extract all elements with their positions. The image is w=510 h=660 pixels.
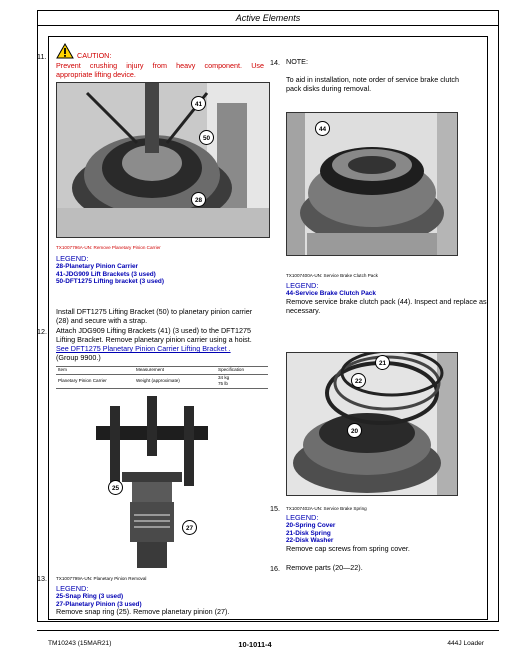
step-15-body: Remove cap screws from spring cover.: [286, 544, 410, 553]
callout-21: 21: [375, 355, 390, 370]
step-11-number: 11.: [37, 52, 47, 61]
step-13-body: Remove snap ring (25). Remove planetary pinion (27).: [56, 607, 230, 616]
callout-22: 22: [351, 373, 366, 388]
planetary-carrier-photo: [56, 82, 270, 238]
step-12-number: 12.: [37, 327, 47, 336]
spec-header-specification: Specification: [218, 367, 245, 372]
step-12-line-2: Lifting Bracket. Remove planetary pinion carrier using a hoist.: [56, 335, 252, 344]
spec-table-bottom-rule: [56, 388, 268, 389]
step-14-figure-caption: TX1007400A-UN: Service Brake Clutch Pack: [286, 273, 378, 278]
caution-label: CAUTION:: [77, 51, 112, 60]
legend-item: 28-Planetary Pinion Carrier: [56, 263, 139, 270]
step-13-figure-caption: TX1007799A-UN: Planetary Pinion Removal: [56, 576, 147, 581]
legend-item: 50-DFT1275 Lifting bracket (3 used): [56, 278, 164, 286]
note-label: NOTE:: [286, 57, 308, 66]
step-14-body-line-2: necessary.: [286, 306, 321, 315]
legend-item: 22-Disk Washer: [286, 537, 334, 545]
clutch-pack-photo: [286, 112, 458, 256]
step-15-number: 15.: [270, 504, 280, 513]
step-15-legend-title: LEGEND:: [286, 513, 319, 522]
spec-row-kg: 34 kg: [218, 375, 230, 380]
step-12-line-1: Attach JDG909 Lifting Brackets (41) (3 used) to the DFT1275: [56, 326, 251, 335]
callout-28: 28: [191, 192, 206, 207]
step-13-number: 13.: [37, 574, 47, 583]
lifting-bracket-link[interactable]: See DFT1275 Planetary Pinion Carrier Lifting Bracket .: [56, 344, 231, 353]
step-11-figure-caption: TX1007796A-UN: Remove Planetary Pinion Carrier: [56, 245, 161, 250]
callout-41: 41: [191, 96, 206, 111]
step-15-legend: [286, 522, 335, 545]
step-15-figure-caption: TX1007402A-UN: Service Brake Spring: [286, 506, 367, 511]
callout-44: 44: [315, 121, 330, 136]
legend-item: 41-JDG909 Lift Brackets (3 used): [56, 270, 156, 278]
legend-item: 20-Spring Cover: [286, 522, 336, 529]
footer-tm-number: TM10243 (15MAR21): [48, 640, 112, 647]
spec-row-item: Planetary Pinion Carrier: [58, 378, 107, 383]
step-16-number: 16.: [270, 564, 280, 573]
callout-50: 50: [199, 130, 214, 145]
step-16-body: Remove parts (20—22).: [286, 563, 363, 572]
caution-text-line-1: Prevent crushing injury from heavy component. Use: [56, 61, 264, 70]
step-13-legend-title: LEGEND:: [56, 584, 89, 593]
footer-page-number: 10-1011-4: [238, 640, 272, 649]
planetary-pinion-photo: [82, 396, 222, 568]
legend-item: 27-Planetary Pinion (3 used): [56, 600, 142, 608]
footer-rule: [37, 630, 499, 631]
callout-25: 25: [108, 480, 123, 495]
legend-item: 25-Snap Ring (3 used): [56, 593, 124, 600]
step-14-number: 14.: [270, 58, 280, 67]
spec-row-measurement: Weight (approximate): [136, 378, 180, 383]
step-14-note-line-2: pack disks during removal.: [286, 84, 372, 93]
step-11-body-line-2: (28) and secure with a strap.: [56, 316, 148, 325]
step-11-body-line-1: Install DFT1275 Lifting Bracket (50) to planetary pinion carrier: [56, 307, 253, 316]
step-13-legend: [56, 593, 142, 608]
page-header: Active Elements: [38, 11, 498, 26]
legend-item: 21-Disk Spring: [286, 529, 331, 537]
callout-20: 20: [347, 423, 362, 438]
spec-table-header-rule: [56, 374, 268, 375]
spec-row-lb: 75 lb: [218, 381, 228, 386]
legend-item: 44-Service Brake Clutch Pack: [286, 290, 376, 297]
step-12-group: (Group 9900.): [56, 353, 101, 362]
step-11-legend: [56, 263, 164, 286]
caution-text-line-2: appropriate lifting device.: [56, 70, 136, 79]
callout-27: 27: [182, 520, 197, 535]
step-11-legend-title: LEGEND:: [56, 254, 89, 263]
footer-machine-name: 444J Loader: [447, 640, 484, 647]
step-14-legend-title: LEGEND:: [286, 281, 319, 290]
step-14-body-line-1: Remove service brake clutch pack (44). Inspect and replace as: [286, 297, 487, 306]
brake-spring-photo: [286, 352, 458, 496]
spec-header-item: Item: [58, 367, 67, 372]
step-14-note-line-1: To aid in installation, note order of service brake clutch: [286, 75, 459, 84]
spec-header-measurement: Measurement: [136, 367, 165, 372]
